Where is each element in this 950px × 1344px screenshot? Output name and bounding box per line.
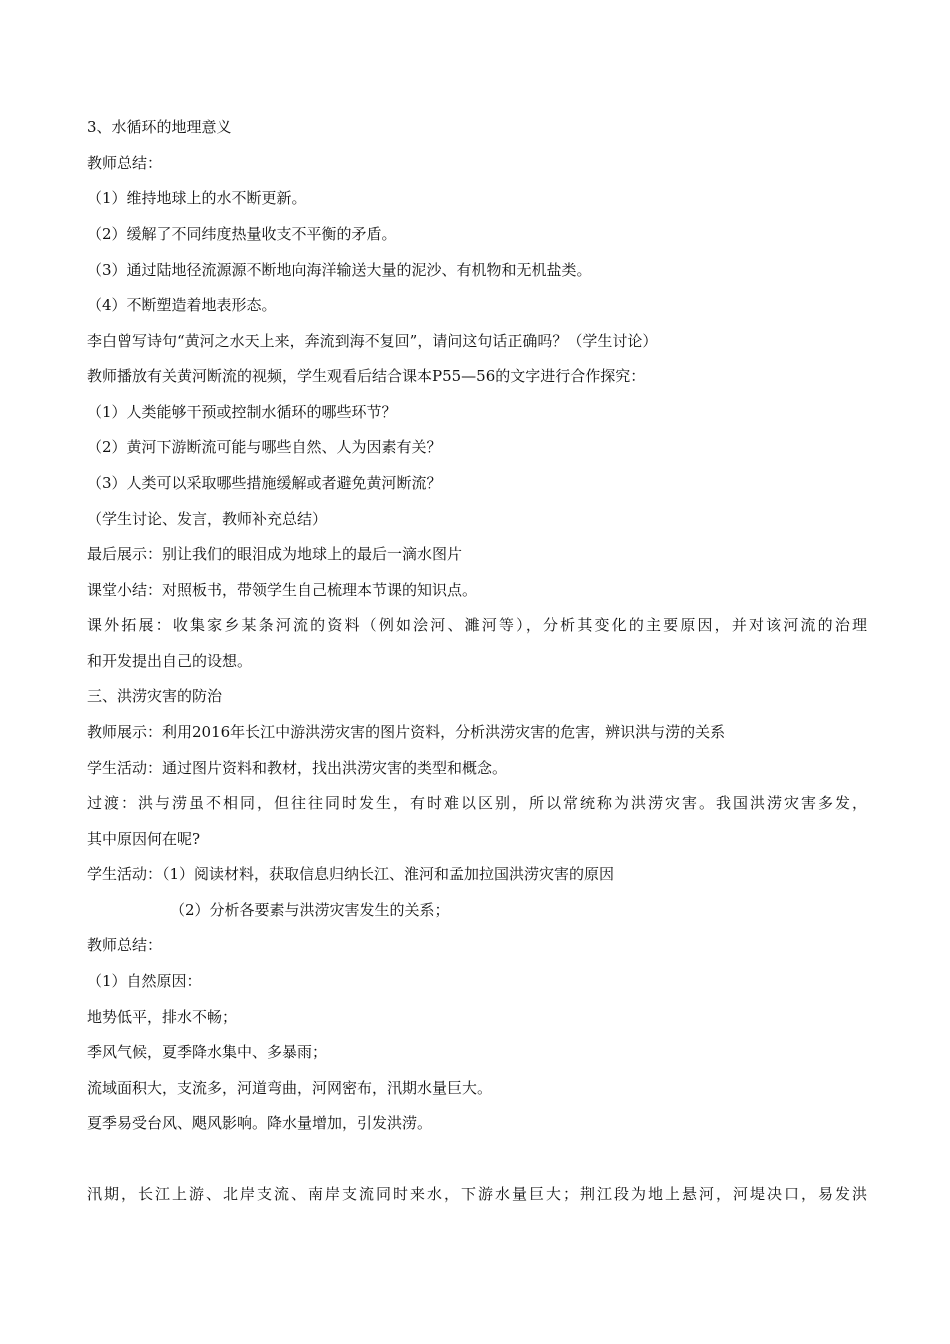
paragraph: 学生活动：通过图片资料和教材，找出洪涝灾害的类型和概念。 bbox=[87, 759, 508, 777]
paragraph: 最后展示：别让我们的眼泪成为地球上的最后一滴水图片 bbox=[87, 545, 463, 563]
paragraph: 其中原因何在呢? bbox=[87, 830, 201, 848]
paragraph: 和开发提出自己的设想。 bbox=[87, 652, 253, 670]
paragraph: 汛期，长江上游、北岸支流、南岸支流同时来水，下游水量巨大；荆江段为地上悬河，河堤决口，易发洪 bbox=[87, 1185, 867, 1203]
paragraph: （学生讨论、发言，教师补充总结） bbox=[87, 510, 328, 528]
paragraph-teacher-summary-label: 教师总结： bbox=[87, 936, 163, 954]
paragraph: 地势低平，排水不畅； bbox=[87, 1008, 238, 1026]
paragraph: 教师展示：利用2016年长江中游洪涝灾害的图片资料，分析洪涝灾害的危害，辨识洪与涝的关系 bbox=[87, 723, 726, 741]
list-item: （2）缓解了不同纬度热量收支不平衡的矛盾。 bbox=[87, 225, 397, 243]
list-item: （1）人类能够干预或控制水循环的哪些环节？ bbox=[87, 403, 397, 421]
list-item: （4）不断塑造着地表形态。 bbox=[87, 296, 277, 314]
paragraph: 李白曾写诗句“黄河之水天上来，奔流到海不复回”，请问这句话正确吗？（学生讨论） bbox=[87, 332, 658, 350]
list-item: （1）自然原因： bbox=[87, 972, 202, 990]
list-item: （3）人类可以采取哪些措施缓解或者避免黄河断流？ bbox=[87, 474, 442, 492]
paragraph: 课外拓展：收集家乡某条河流的资料（例如浍河、濉河等），分析其变化的主要原因，并对该河流的治理 bbox=[87, 616, 867, 634]
paragraph: 课堂小结：对照板书，带领学生自己梳理本节课的知识点。 bbox=[87, 581, 478, 599]
paragraph: 夏季易受台风、飓风影响。降水量增加，引发洪涝。 bbox=[87, 1114, 433, 1132]
paragraph: 季风气候，夏季降水集中、多暴雨； bbox=[87, 1043, 328, 1061]
paragraph: 流域面积大，支流多，河道弯曲，河网密布，汛期水量巨大。 bbox=[87, 1079, 493, 1097]
section-heading-flood-prevention: 三、洪涝灾害的防治 bbox=[87, 687, 223, 705]
list-item: （1）维持地球上的水不断更新。 bbox=[87, 189, 307, 207]
list-item: （2）黄河下游断流可能与哪些自然、人为因素有关？ bbox=[87, 438, 442, 456]
list-item: （3）通过陆地径流源源不断地向海洋输送大量的泥沙、有机物和无机盐类。 bbox=[87, 261, 592, 279]
paragraph-teacher-summary-label: 教师总结： bbox=[87, 154, 163, 172]
section-heading-water-cycle-significance: 3、水循环的地理意义 bbox=[87, 118, 232, 136]
list-item: （2）分析各要素与洪涝灾害发生的关系； bbox=[170, 901, 450, 919]
paragraph: 教师播放有关黄河断流的视频，学生观看后结合课本P55—56的文字进行合作探究： bbox=[87, 367, 646, 385]
paragraph: 过渡：洪与涝虽不相同，但往往同时发生，有时难以区别，所以常统称为洪涝灾害。我国洪涝灾害多发， bbox=[87, 794, 867, 812]
paragraph: 学生活动：（1）阅读材料，获取信息归纳长江、淮河和孟加拉国洪涝灾害的原因 bbox=[87, 865, 615, 883]
